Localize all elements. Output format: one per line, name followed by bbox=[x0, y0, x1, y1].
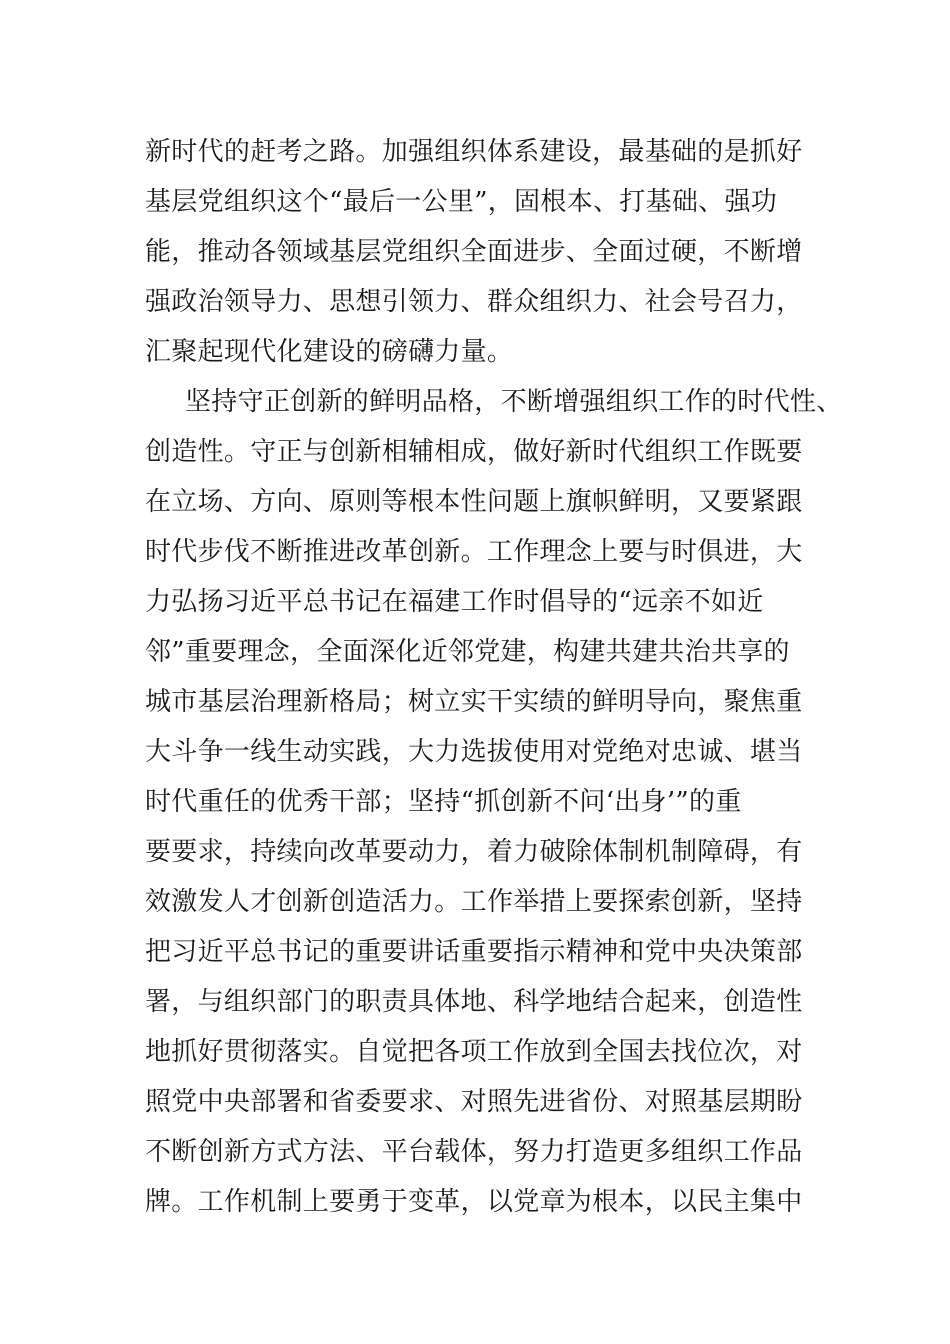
text-line: 在立场、方向、原则等根本性问题上旗帜鲜明，又要紧跟 bbox=[145, 487, 803, 517]
text-line: 不断创新方式方法、平台载体，努力打造更多组织工作品 bbox=[145, 1137, 803, 1167]
text-line: 把习近平总书记的重要讲话重要指示精神和党中央决策部 bbox=[145, 937, 803, 967]
text-line: 力弘扬习近平总书记在福建工作时倡导的“远亲不如近 bbox=[145, 587, 764, 617]
text-line: 时代重任的优秀干部；坚持“抓创新不问‘出身’”的重 bbox=[145, 787, 742, 817]
text-line: 大斗争一线生动实践，大力选拔使用对党绝对忠诚、堪当 bbox=[145, 737, 803, 767]
text-line: 要要求，持续向改革要动力，着力破除体制机制障碍，有 bbox=[145, 837, 803, 867]
paragraph-1 bbox=[145, 127, 825, 377]
text-line: 创造性。守正与创新相辅相成，做好新时代组织工作既要 bbox=[145, 437, 803, 467]
paragraph-2 bbox=[145, 377, 843, 1227]
text-line: 署，与组织部门的职责具体地、科学地结合起来，创造性 bbox=[145, 987, 803, 1017]
text-line: 新时代的赶考之路。加强组织体系建设，最基础的是抓好 bbox=[145, 137, 803, 167]
text-line: 汇聚起现代化建设的磅礴力量。 bbox=[145, 337, 514, 367]
text-line: 邻”重要理念，全面深化近邻党建，构建共建共治共享的 bbox=[145, 637, 790, 667]
text-line: 效激发人才创新创造活力。工作举措上要探索创新，坚持 bbox=[145, 887, 803, 917]
text-line: 基层党组织这个“最后一公里”，固根本、打基础、强功 bbox=[145, 187, 778, 217]
text-line: 地抓好贯彻落实。自觉把各项工作放到全国去找位次，对 bbox=[145, 1037, 803, 1067]
text-line: 时代步伐不断推进改革创新。工作理念上要与时俱进，大 bbox=[145, 537, 803, 567]
text-line: 牌。工作机制上要勇于变革，以党章为根本，以民主集中 bbox=[145, 1187, 803, 1217]
text-line: 城市基层治理新格局；树立实干实绩的鲜明导向，聚焦重 bbox=[145, 687, 803, 717]
document-body bbox=[145, 127, 843, 1227]
text-line-first: 坚持守正创新的鲜明品格，不断增强组织工作的时代性、 bbox=[185, 387, 843, 417]
text-line: 强政治领导力、思想引领力、群众组织力、社会号召力， bbox=[145, 287, 803, 317]
text-line: 能，推动各领域基层党组织全面进步、全面过硬，不断增 bbox=[145, 237, 803, 267]
text-line: 照党中央部署和省委要求、对照先进省份、对照基层期盼 bbox=[145, 1087, 803, 1117]
